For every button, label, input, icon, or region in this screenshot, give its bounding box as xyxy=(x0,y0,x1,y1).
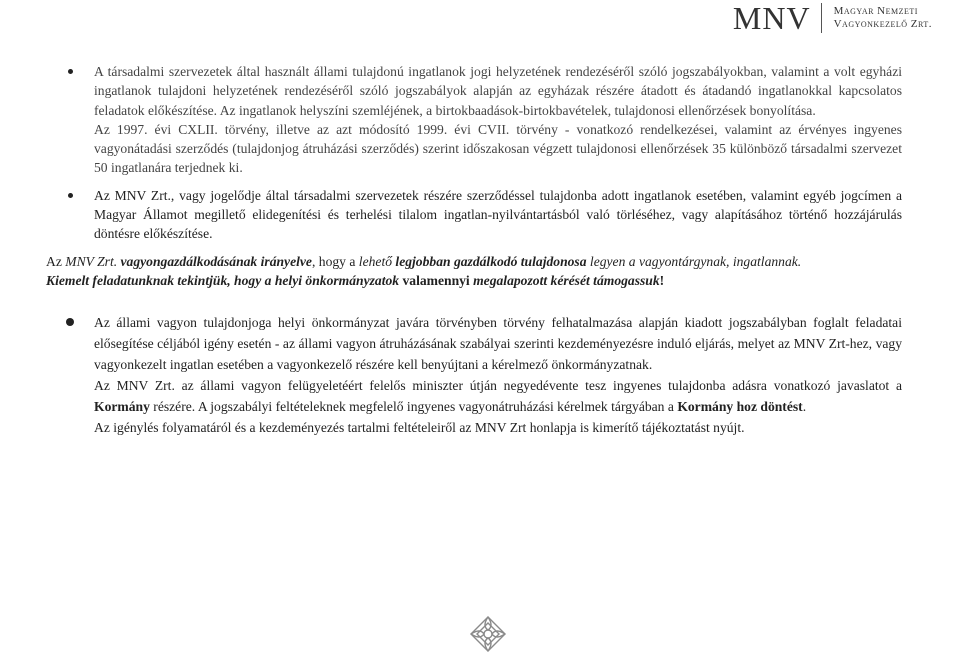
guideline-emphasis: vagyongazdálkodásának irányelve xyxy=(117,253,312,269)
section2-bullet-text: Az állami vagyon tulajdonjoga helyi önkormányzat javára törvényben törvény felhatalmazása alapján kiadott jogszabályban foglalt feladatai elősegítése céljából igény esetén - az állami vagyon átruházásának szabályai szerinti kezdeményezésre induló eljárás, melyet az MNV Zrt-hez, vagy vagyonkezelt ingatlan esetében a vagyonkezelő részére kell benyújtani a kérelmező önkormányzatnak. xyxy=(94,315,902,373)
priority-emphasis: megalapozott kérését támogassuk xyxy=(473,272,660,288)
page-header xyxy=(0,0,960,42)
logo-line2: Vagyonkezelő Zrt. xyxy=(833,18,932,30)
document-body xyxy=(46,62,902,438)
guideline-text: Az xyxy=(46,253,66,269)
bullet-icon xyxy=(66,318,74,326)
section2-bold: Kormány hoz döntést xyxy=(677,399,803,415)
bullet1-text: A társadalmi szervezetek által használt állami tulajdonú ingatlanok jogi helyzetének rendezéséről szóló jogszabályokban, valamint a volt egyházi ingatlanok tulajdoni helyzetének rendezéséről szóló jogszabályok alapján az egyházak részére átadott és átadandó ingatlanokkal kapcsolatos feladatok előkészítése. Az ingatlanok helyszíni szemléjének, a birtokbaadások-birtokbavételek, tulajdonosi ellenőrzések bonyolítása. xyxy=(94,64,902,118)
guideline-emphasis: legjobban gazdálkodó tulajdonosa xyxy=(392,253,587,269)
guideline-text: , hogy a xyxy=(311,253,359,269)
section2-closing: Az igénylés folyamatáról és a kezdeményezés tartalmi feltételeiről az MNV Zrt honlapja is kimerítő tájékoztatást nyújt. xyxy=(94,420,745,436)
ornament-icon xyxy=(468,614,508,654)
bullet-icon xyxy=(68,69,73,74)
mnv-logo xyxy=(733,2,932,34)
guideline-mnv: MNV Zrt. xyxy=(65,253,118,269)
section2-continuation xyxy=(94,375,902,417)
guideline-italic: legyen a vagyontárgynak, ingatlannak. xyxy=(586,253,802,269)
logo-mnv-text: MNV xyxy=(732,0,811,36)
logo-divider xyxy=(821,3,822,33)
priority-paragraph xyxy=(46,271,902,290)
bullet1-continuation: Az 1997. évi CXLII. törvény, illetve az azt módosító 1999. évi CVII. törvény - vonatkozó rendelkezései, valamint az érvényes ingyenes vagyonátadási szerződés (tulajdonjog átruházási szerződés) szerint időszakosan végzett tulajdonosi ellenőrzések 35 különböző társadalmi szervezet 50 ingatlanára terjednek ki. xyxy=(94,121,902,176)
section2-bold: Kormány xyxy=(94,399,150,415)
section2-text: . xyxy=(802,399,807,415)
guideline-italic: lehető xyxy=(358,253,393,269)
list-item xyxy=(46,312,902,438)
bullet2-text: Az MNV Zrt., vagy jogelődje által társadalmi szervezetek részére szerződéssel tulajdonba adott ingatlanok esetében, valamint egyéb jogcímen a Magyar Államot megillető elidegenítési és terhelési tilalom ingatlan-nyilvántartásból való törléséhez, vagy alapításához történő hozzájárulás döntésre előkészítése. xyxy=(94,187,902,242)
bullet-icon xyxy=(68,193,73,198)
priority-text: ! xyxy=(659,272,665,288)
list-item xyxy=(46,62,902,178)
priority-emphasis: Kiemelt feladatunknak tekintjük, hogy a helyi önkormányzatok xyxy=(46,272,400,288)
section2-text: részére. A jogszabályi feltételeknek megfelelő ingyenes vagyonátruházási kérelmek tárgyában a xyxy=(149,399,678,415)
section2-text: Az MNV Zrt. az állami vagyon felügyeletéért felelős miniszter útján negyedévente tesz ingyenes tulajdonba adásra vonatkozó javaslatot a xyxy=(94,378,902,394)
priority-text: valamennyi xyxy=(399,272,474,288)
logo-subtitle xyxy=(834,5,932,31)
list-item xyxy=(46,186,902,244)
logo-line1: Magyar Nemzeti xyxy=(833,5,918,17)
guideline-paragraph xyxy=(46,252,902,271)
